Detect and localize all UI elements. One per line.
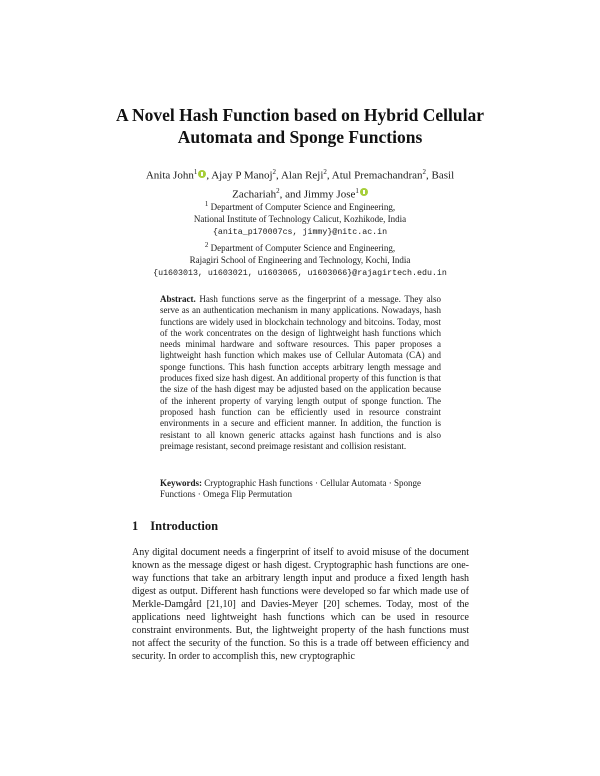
section-title: Introduction <box>150 519 219 533</box>
author-affiliation-mark: 2 <box>276 186 280 195</box>
author-name: Anita John <box>145 169 194 182</box>
affiliation-line: Department of Computer Science and Engineering, <box>210 202 396 212</box>
affiliation-2 <box>140 239 460 280</box>
section-body: Any digital document needs a fingerprint of itself to avoid misuse of the document known as the message digest or hash digest. Cryptographic hash functions are one-way functions that take an arbitrary length input and produce a fixed length hash digest as output. Different hash functions were developed so far which made use of Merkle-Damgård [21,10] and Davies-Meyer [20] schemes. Today, most of the applications need lightweight hash functions which can be used in resource constraint environments. But, the lightweight property of the hash functions must not affect the security of the function. So this is a trade off between efficiency and security. In order to accomplish this, new cryptographic <box>132 547 469 662</box>
affiliation-mark: 2 <box>204 241 209 249</box>
affiliations <box>140 198 460 280</box>
keywords <box>160 478 441 501</box>
paper-title: A Novel Hash Function based on Hybrid Cellular Automata and Sponge Functions <box>115 105 485 147</box>
affiliation-line: Rajagiri School of Engineering and Technology, Kochi, India <box>189 255 411 265</box>
author-name: , and Jimmy Jose <box>279 188 356 201</box>
author-affiliation-mark: 2 <box>323 168 327 176</box>
author-list <box>130 165 470 202</box>
author-affiliation-mark: 2 <box>272 168 277 176</box>
keywords-label: Keywords: <box>160 478 202 488</box>
affiliation-line: Department of Computer Science and Engineering, <box>210 243 396 253</box>
affiliation-email[interactable]: {anita_p170007cs, jimmy}@nitc.ac.in <box>212 228 388 237</box>
author-affiliation-mark: 1 <box>355 186 359 195</box>
affiliation-1 <box>140 198 460 239</box>
author-name: , Ajay P Manoj <box>206 169 273 182</box>
affiliation-mark: 1 <box>204 200 209 208</box>
affiliation-email[interactable]: {u1603013, u1603021, u1603065, u1603066}@rajagirtech.edu.in <box>153 269 447 278</box>
orcid-icon[interactable] <box>360 188 368 196</box>
affiliation-line: National Institute of Technology Calicut, Kozhikode, India <box>193 214 407 224</box>
author-affiliation-mark: 1 <box>193 168 198 176</box>
author-name: , Alan Reji <box>276 169 324 182</box>
abstract-label: Abstract. <box>160 294 196 304</box>
abstract-text: Hash functions serve as the fingerprint of a message. They also serve as an authentication mechanism in many applications. Nowadays, hash functions are widely used in blockchain technology and bitcoins. Today, most of the work concentrates on the design of lightweight hash functions which needs minimal hardware and software resources. This paper proposes a lightweight hash function which makes use of Cellular Automata (CA) and sponge functions. This hash function accepts arbitrary length message and produces fixed size hash digest. An additional property of this function is that the size of the hash digest may be adjusted based on the application because of the inherent property of varying length output of sponge function. The proposed hash function can be efficiently used in resource constraint environments in a secure and efficient manner. In addition, the function is resistant to all known generic attacks against hash functions and is also preimage resistant, second preimage resistant and collision resistant. <box>160 294 441 451</box>
section-number: 1 <box>132 519 139 533</box>
orcid-icon[interactable] <box>198 170 206 178</box>
author-name: , Basil Zachariah <box>232 169 455 201</box>
author-name: , Atul Premachandran <box>326 169 423 182</box>
section-heading <box>132 519 218 534</box>
author-affiliation-mark: 2 <box>422 168 427 176</box>
keywords-text: Cryptographic Hash functions · Cellular Automata · Sponge Functions · Omega Flip Permutation <box>160 478 421 500</box>
abstract <box>160 294 441 452</box>
